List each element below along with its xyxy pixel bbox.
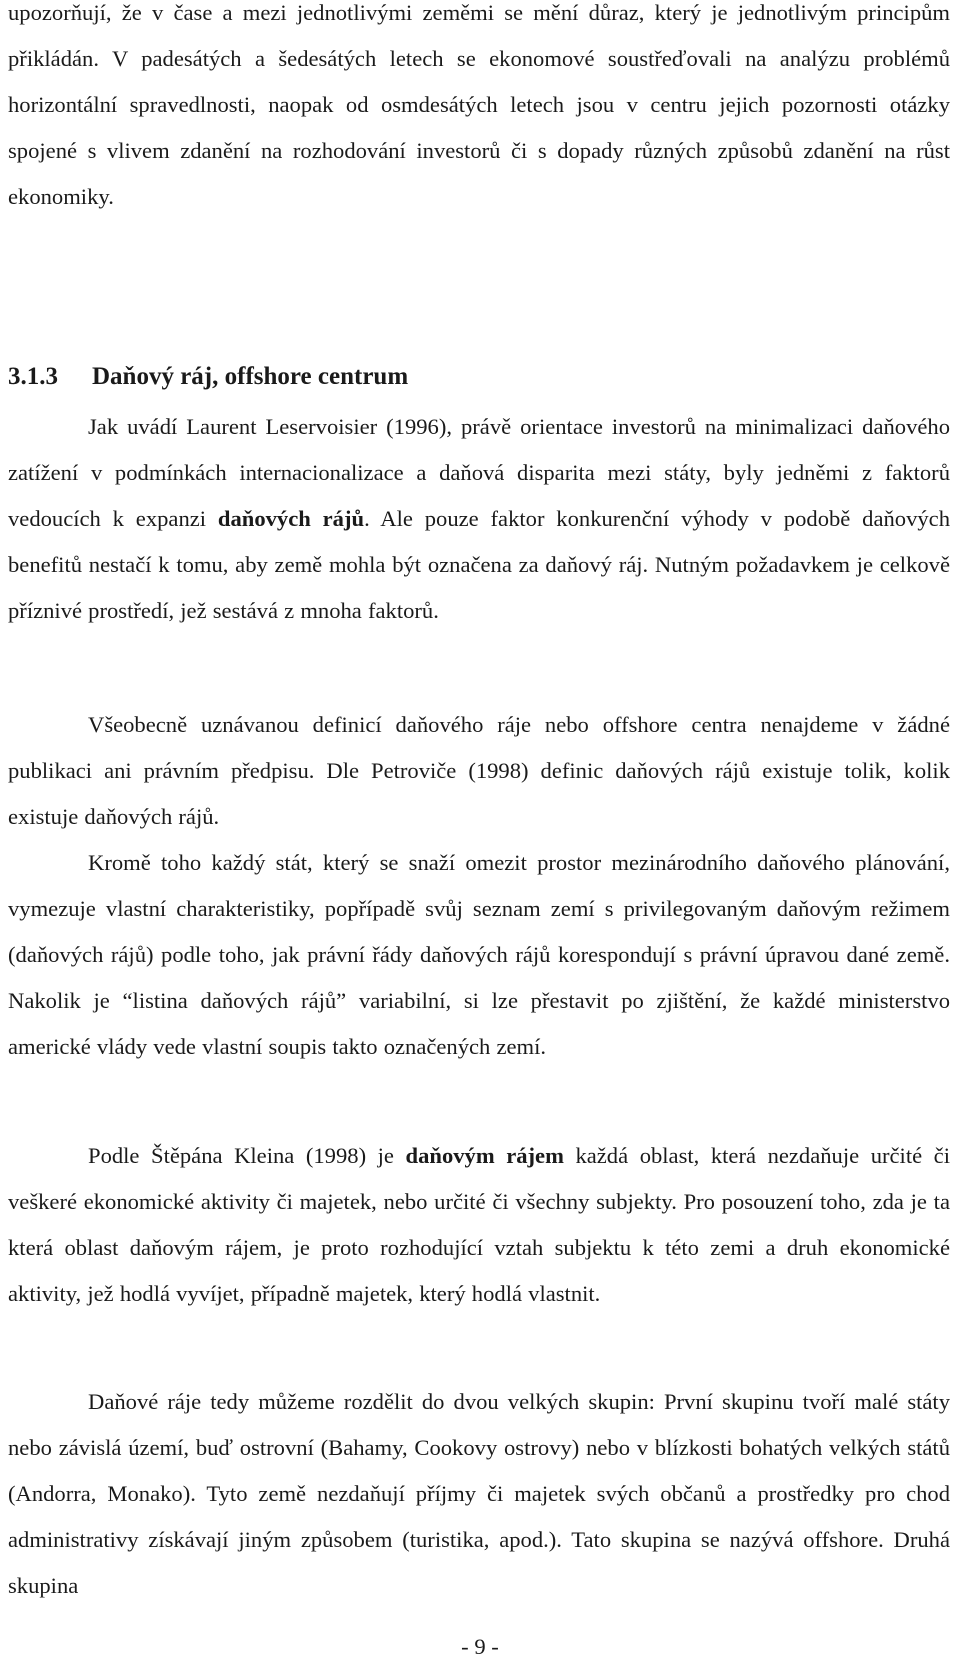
section-number: 3.1.3 — [8, 363, 58, 390]
section-heading — [8, 354, 408, 400]
paragraph-lists — [8, 840, 950, 1070]
paragraph-klein — [8, 1133, 950, 1317]
paragraph-intro: upozorňují, že v čase a mezi jednotlivými zeměmi se mění důraz, který je jednotlivým principům přikládán. V padesátých a šedesátých letech se ekonomové soustřeďovali na analýzu problémů horizontální spravedlnosti, naopak od osmdesátých letech jsou v centru jejich pozornosti otázky spojené s vlivem zdanění na rozhodování investorů či s dopady různých způsobů zdanění na růst ekonomiky. — [8, 0, 950, 209]
bold-term: daňovým rájem — [405, 1143, 564, 1168]
paragraph-text: Podle Štěpána Kleina (1998) je — [88, 1143, 406, 1168]
bold-term: daňových rájů — [217, 506, 365, 531]
paragraph-leservoisier — [8, 404, 950, 634]
paragraph-text: Kromě toho každý stát, který se snaží omezit prostor mezinárodního daňového plánování, vymezuje vlastní charakteristiky, popřípadě svůj seznam zemí s privilegovaným daňovým režimem (daňových rájů) podle toho, jak právní řády daňových rájů korespondují s právní úpravou dané země. Nakolik je “listina daňových rájů” variabilní, si lze přestavit po zjištění, že každé ministerstvo americké vlády vede vlastní soupis takto označených zemí. — [8, 850, 950, 1059]
paragraph-definition — [8, 702, 950, 840]
paragraph-text: Všeobecně uznávanou definicí daňového ráje nebo offshore centra nenajdeme v žádné publikaci ani právním předpisu. Dle Petroviče (1998) definic daňových rájů existuje tolik, kolik existuje daňových rájů. — [8, 712, 950, 829]
section-title: Daňový ráj, offshore centrum — [92, 363, 409, 390]
paragraph-groups — [8, 1379, 950, 1609]
page-number: - 9 - — [461, 1634, 499, 1659]
paragraph-text: Jak uvádí Laurent Leservoisier (1996), právě orientace investorů na minimalizaci daňového zatížení v podmínkách internacionalizace a daňová disparita mezi státy, byly jedněmi z faktorů vedoucích k expanzi — [8, 414, 950, 531]
paragraph-text: . Ale pouze faktor konkurenční výhody v podobě daňových benefitů nestačí k tomu, aby země mohla být označena za daňový ráj. Nutným požadavkem je celkově příznivé prostředí, jež sestává z mnoha faktorů. — [8, 506, 950, 623]
paragraph-text: Daňové ráje tedy můžeme rozdělit do dvou velkých skupin: První skupinu tvoří malé státy nebo závislá území, buď ostrovní (Bahamy, Cookovy ostrovy) nebo v blízkosti bohatých velkých států (Andorra, Monako). Tyto země nezdaňují příjmy či majetek svých občanů a prostředky pro chod administrativy získávají jiným způsobem (turistika, apod.). Tato skupina se nazývá offshore. Druhá skupina — [8, 1389, 950, 1598]
paragraph-text: každá oblast, která nezdaňuje určité či veškeré ekonomické aktivity či majetek, nebo určité či všechny subjekty. Pro posouzení toho, zda je ta která oblast daňovým rájem, je proto rozhodující vztah subjektu k této zemi a druh ekonomické aktivity, jež hodlá vyvíjet, případně majetek, který hodlá vlastnit. — [8, 1143, 950, 1306]
